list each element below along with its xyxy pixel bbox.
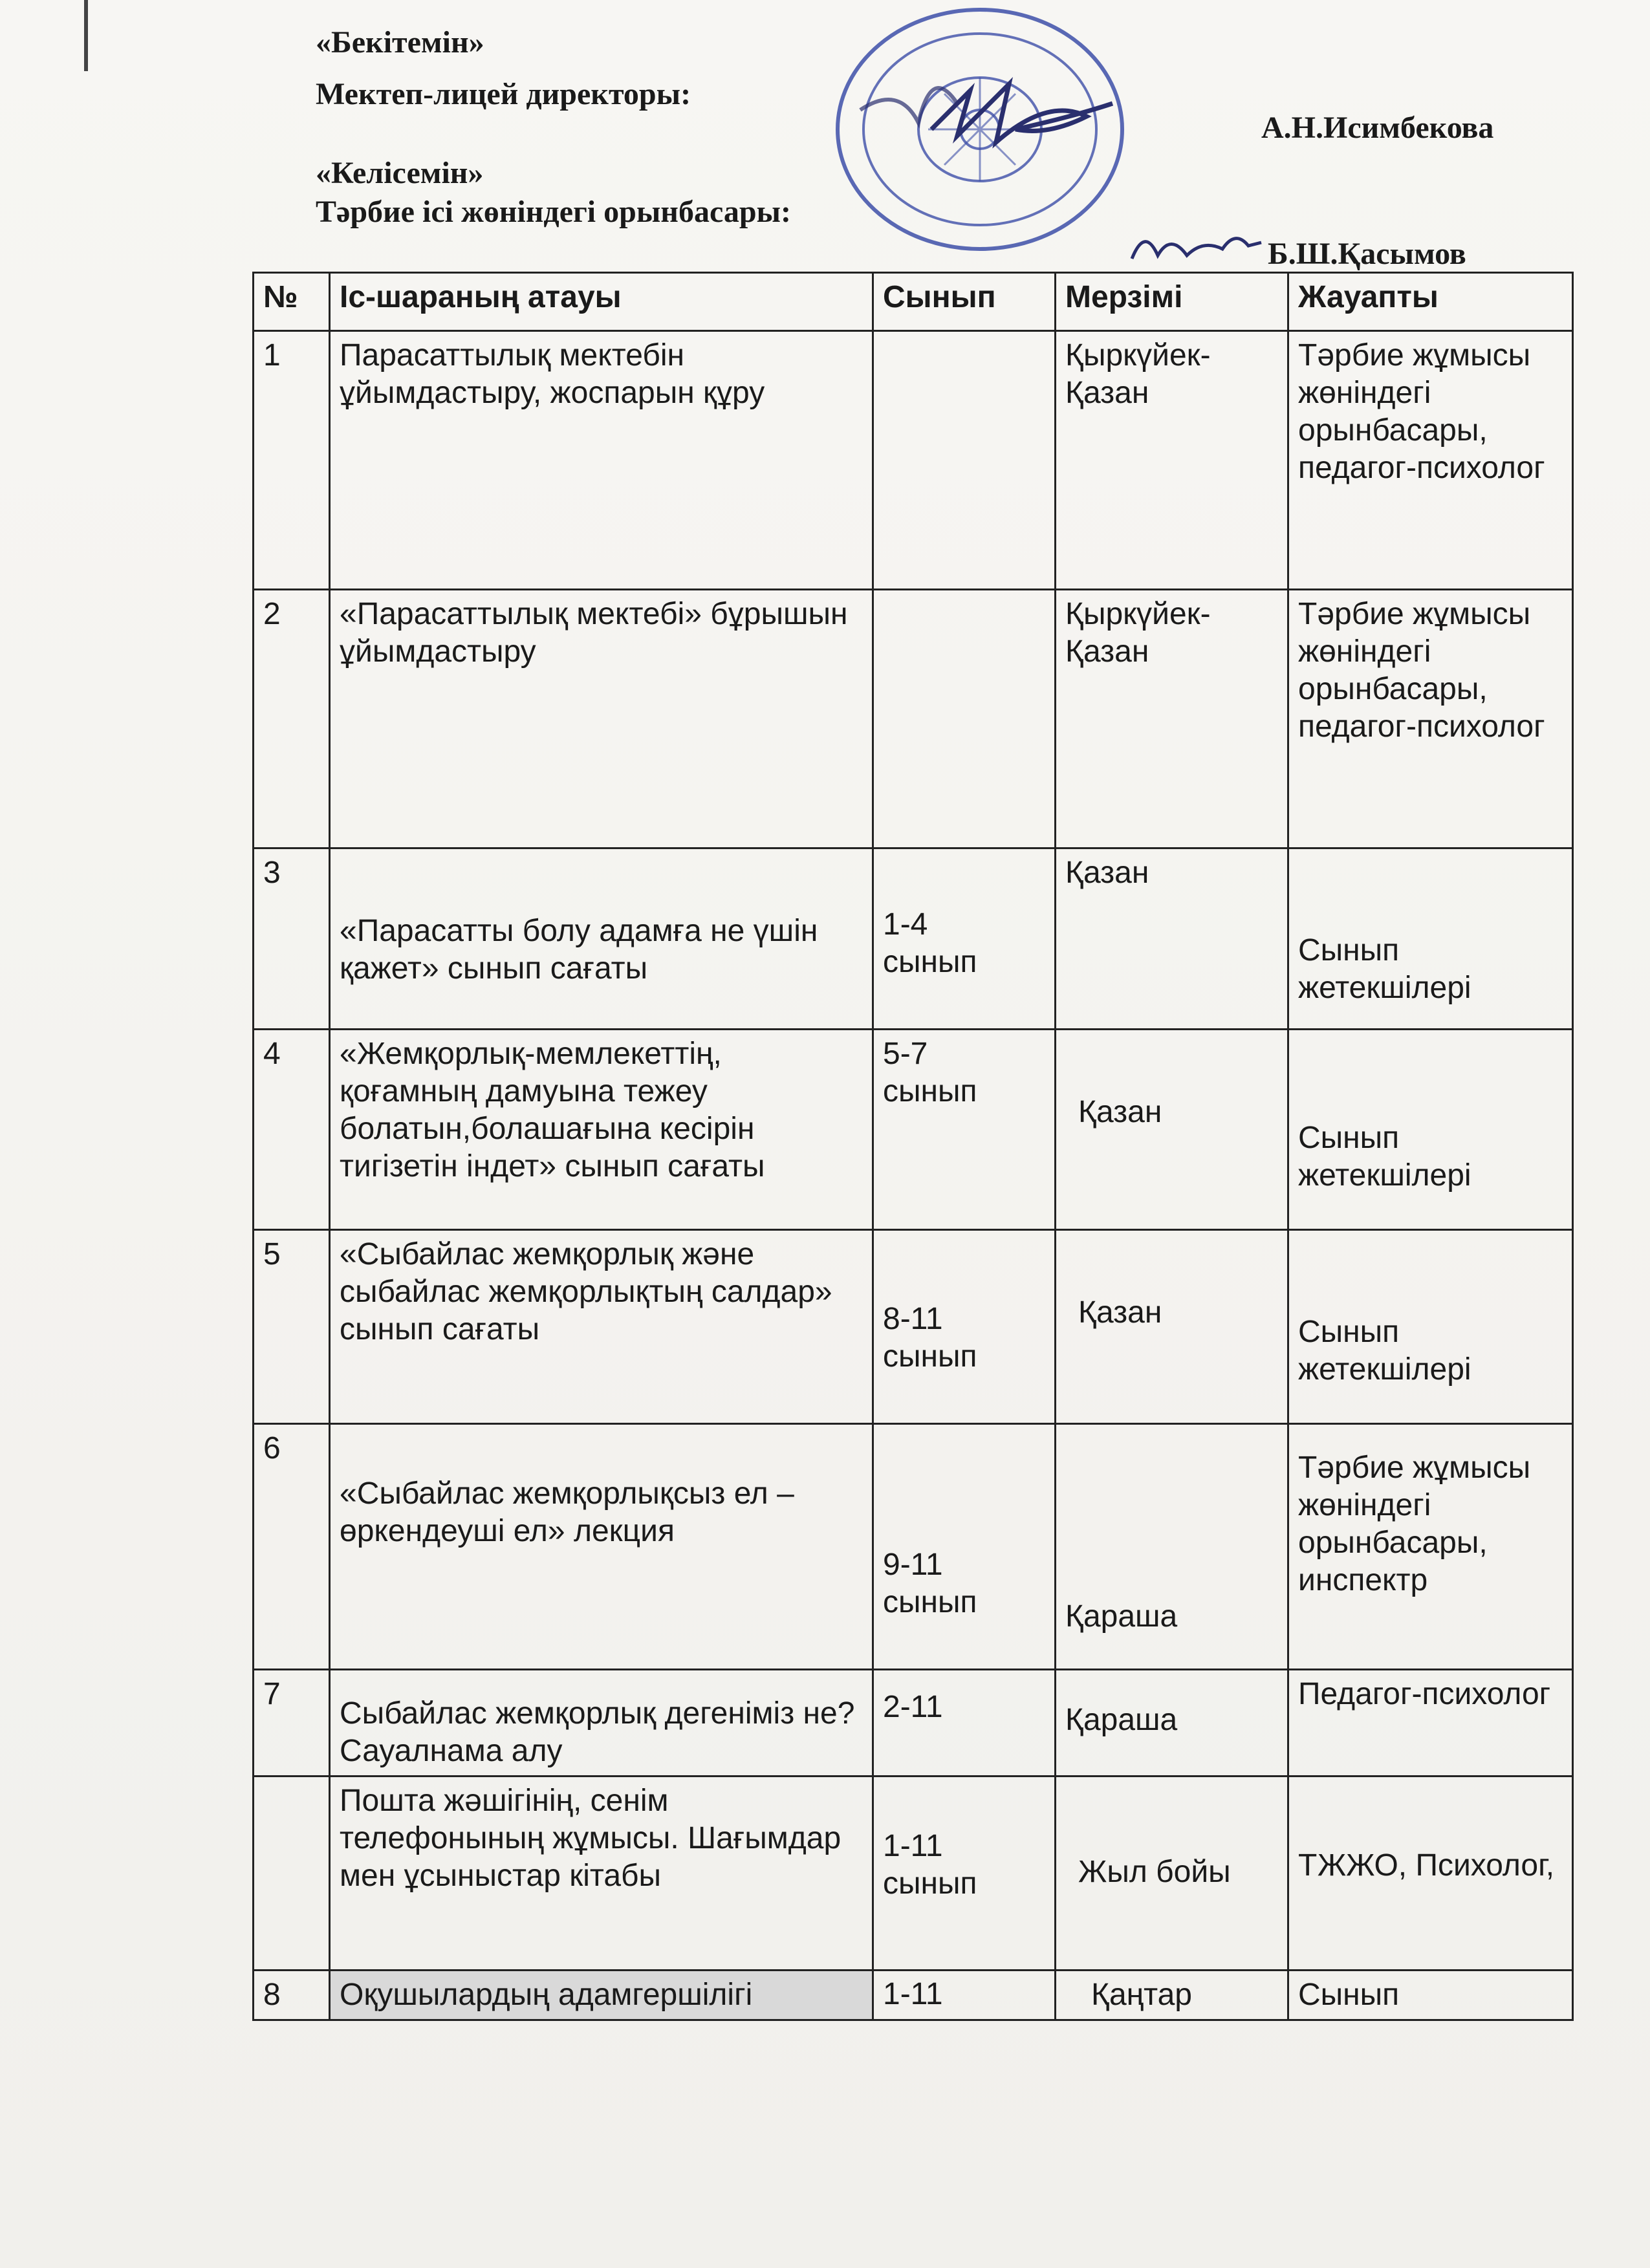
- row-activity: «Парасаттылық мектебі» бұрышын ұйымдастыру: [330, 590, 873, 848]
- row-responsible: Тәрбие жұмысы жөніндегі орынбасары, педагог-психолог: [1288, 331, 1573, 590]
- row-class: 8-11 сынып: [873, 1230, 1056, 1424]
- table-row: [254, 1777, 1573, 1971]
- row-date: Қыркүйек-Қазан: [1056, 590, 1288, 848]
- col-activity: Іс-шараның атауы: [330, 273, 873, 331]
- row-number: 7: [254, 1670, 330, 1777]
- row-class: 1-11: [873, 1971, 1056, 2020]
- row-responsible: Тәрбие жұмысы жөніндегі орынбасары, педагог-психолог: [1288, 590, 1573, 848]
- deputy-name: Б.Ш.Қасымов: [1268, 237, 1466, 271]
- row-class: [873, 331, 1056, 590]
- row-date: Қараша: [1056, 1670, 1288, 1777]
- agree-label: «Келісемін»: [316, 156, 484, 190]
- deputy-title: Тәрбие ісі жөніндегі орынбасары:: [316, 195, 791, 229]
- row-responsible: Сынып жетекшілері: [1288, 1030, 1573, 1230]
- row-date: Қаңтар: [1056, 1971, 1288, 2020]
- row-number: 3: [254, 848, 330, 1030]
- row-activity: «Парасатты болу адамға не үшін қажет» сынып сағаты: [330, 848, 873, 1030]
- row-activity: «Сыбайлас жемқорлықсыз ел – өркендеуші ел» лекция: [330, 1424, 873, 1670]
- row-activity: «Жемқорлық-мемлекеттің, қоғамның дамуына тежеу болатын,болашағына кесірін тигізетін індет» сынып сағаты: [330, 1030, 873, 1230]
- row-responsible: Педагог-психолог: [1288, 1670, 1573, 1777]
- row-class: 2-11: [873, 1670, 1056, 1777]
- table-row: [254, 1670, 1573, 1777]
- row-responsible: Сынып: [1288, 1971, 1573, 2020]
- table-row: [254, 848, 1573, 1030]
- table-row: [254, 590, 1573, 848]
- row-date: Қазан: [1056, 848, 1288, 1030]
- row-responsible: Тәрбие жұмысы жөніндегі орынбасары, инспектр: [1288, 1424, 1573, 1670]
- row-date: Жыл бойы: [1056, 1777, 1288, 1971]
- table-header-row: [254, 273, 1573, 331]
- row-number: 8: [254, 1971, 330, 2020]
- row-class: 1-11 сынып: [873, 1777, 1056, 1971]
- col-responsible: Жауапты: [1288, 273, 1573, 331]
- deputy-signature: [1125, 220, 1268, 278]
- row-date: Қазан: [1056, 1230, 1288, 1424]
- director-name: А.Н.Исимбекова: [1261, 111, 1494, 145]
- row-number: 5: [254, 1230, 330, 1424]
- table-row: [254, 1230, 1573, 1424]
- row-class: [873, 590, 1056, 848]
- row-number: 6: [254, 1424, 330, 1670]
- table-row: [254, 1030, 1573, 1230]
- row-responsible: ТЖЖО, Психолог,: [1288, 1777, 1573, 1971]
- approve-label: «Бекітемін»: [316, 25, 484, 59]
- row-number: 2: [254, 590, 330, 848]
- row-number: 4: [254, 1030, 330, 1230]
- director-title: Мектеп-лицей директоры:: [316, 77, 691, 111]
- col-class: Сынып: [873, 273, 1056, 331]
- table-row: [254, 1424, 1573, 1670]
- row-date: Қазан: [1056, 1030, 1288, 1230]
- row-class: 9-11 сынып: [873, 1424, 1056, 1670]
- row-class: 5-7 сынып: [873, 1030, 1056, 1230]
- scan-edge: [84, 0, 88, 71]
- row-number: 1: [254, 331, 330, 590]
- events-table: [252, 272, 1574, 2021]
- row-class: 1-4 сынып: [873, 848, 1056, 1030]
- row-date: Қыркүйек-Қазан: [1056, 331, 1288, 590]
- table-row: [254, 1971, 1573, 2020]
- row-date: Қараша: [1056, 1424, 1288, 1670]
- row-activity: Парасаттылық мектебін ұйымдастыру, жоспарын құру: [330, 331, 873, 590]
- row-responsible: Сынып жетекшілері: [1288, 1230, 1573, 1424]
- director-signature: [918, 71, 1125, 155]
- row-activity: «Сыбайлас жемқорлық және сыбайлас жемқорлықтың салдар» сынып сағаты: [330, 1230, 873, 1424]
- row-responsible: Сынып жетекшілері: [1288, 848, 1573, 1030]
- row-number: [254, 1777, 330, 1971]
- table-row: [254, 331, 1573, 590]
- row-activity: Оқушылардың адамгершілігі: [330, 1971, 873, 2020]
- row-activity: Сыбайлас жемқорлық дегеніміз не? Сауалнама алу: [330, 1670, 873, 1777]
- row-activity: Пошта жәшігінің, сенім телефонының жұмысы. Шағымдар мен ұсыныстар кітабы: [330, 1777, 873, 1971]
- col-number: №: [254, 273, 330, 331]
- col-date: Мерзімі: [1056, 273, 1288, 331]
